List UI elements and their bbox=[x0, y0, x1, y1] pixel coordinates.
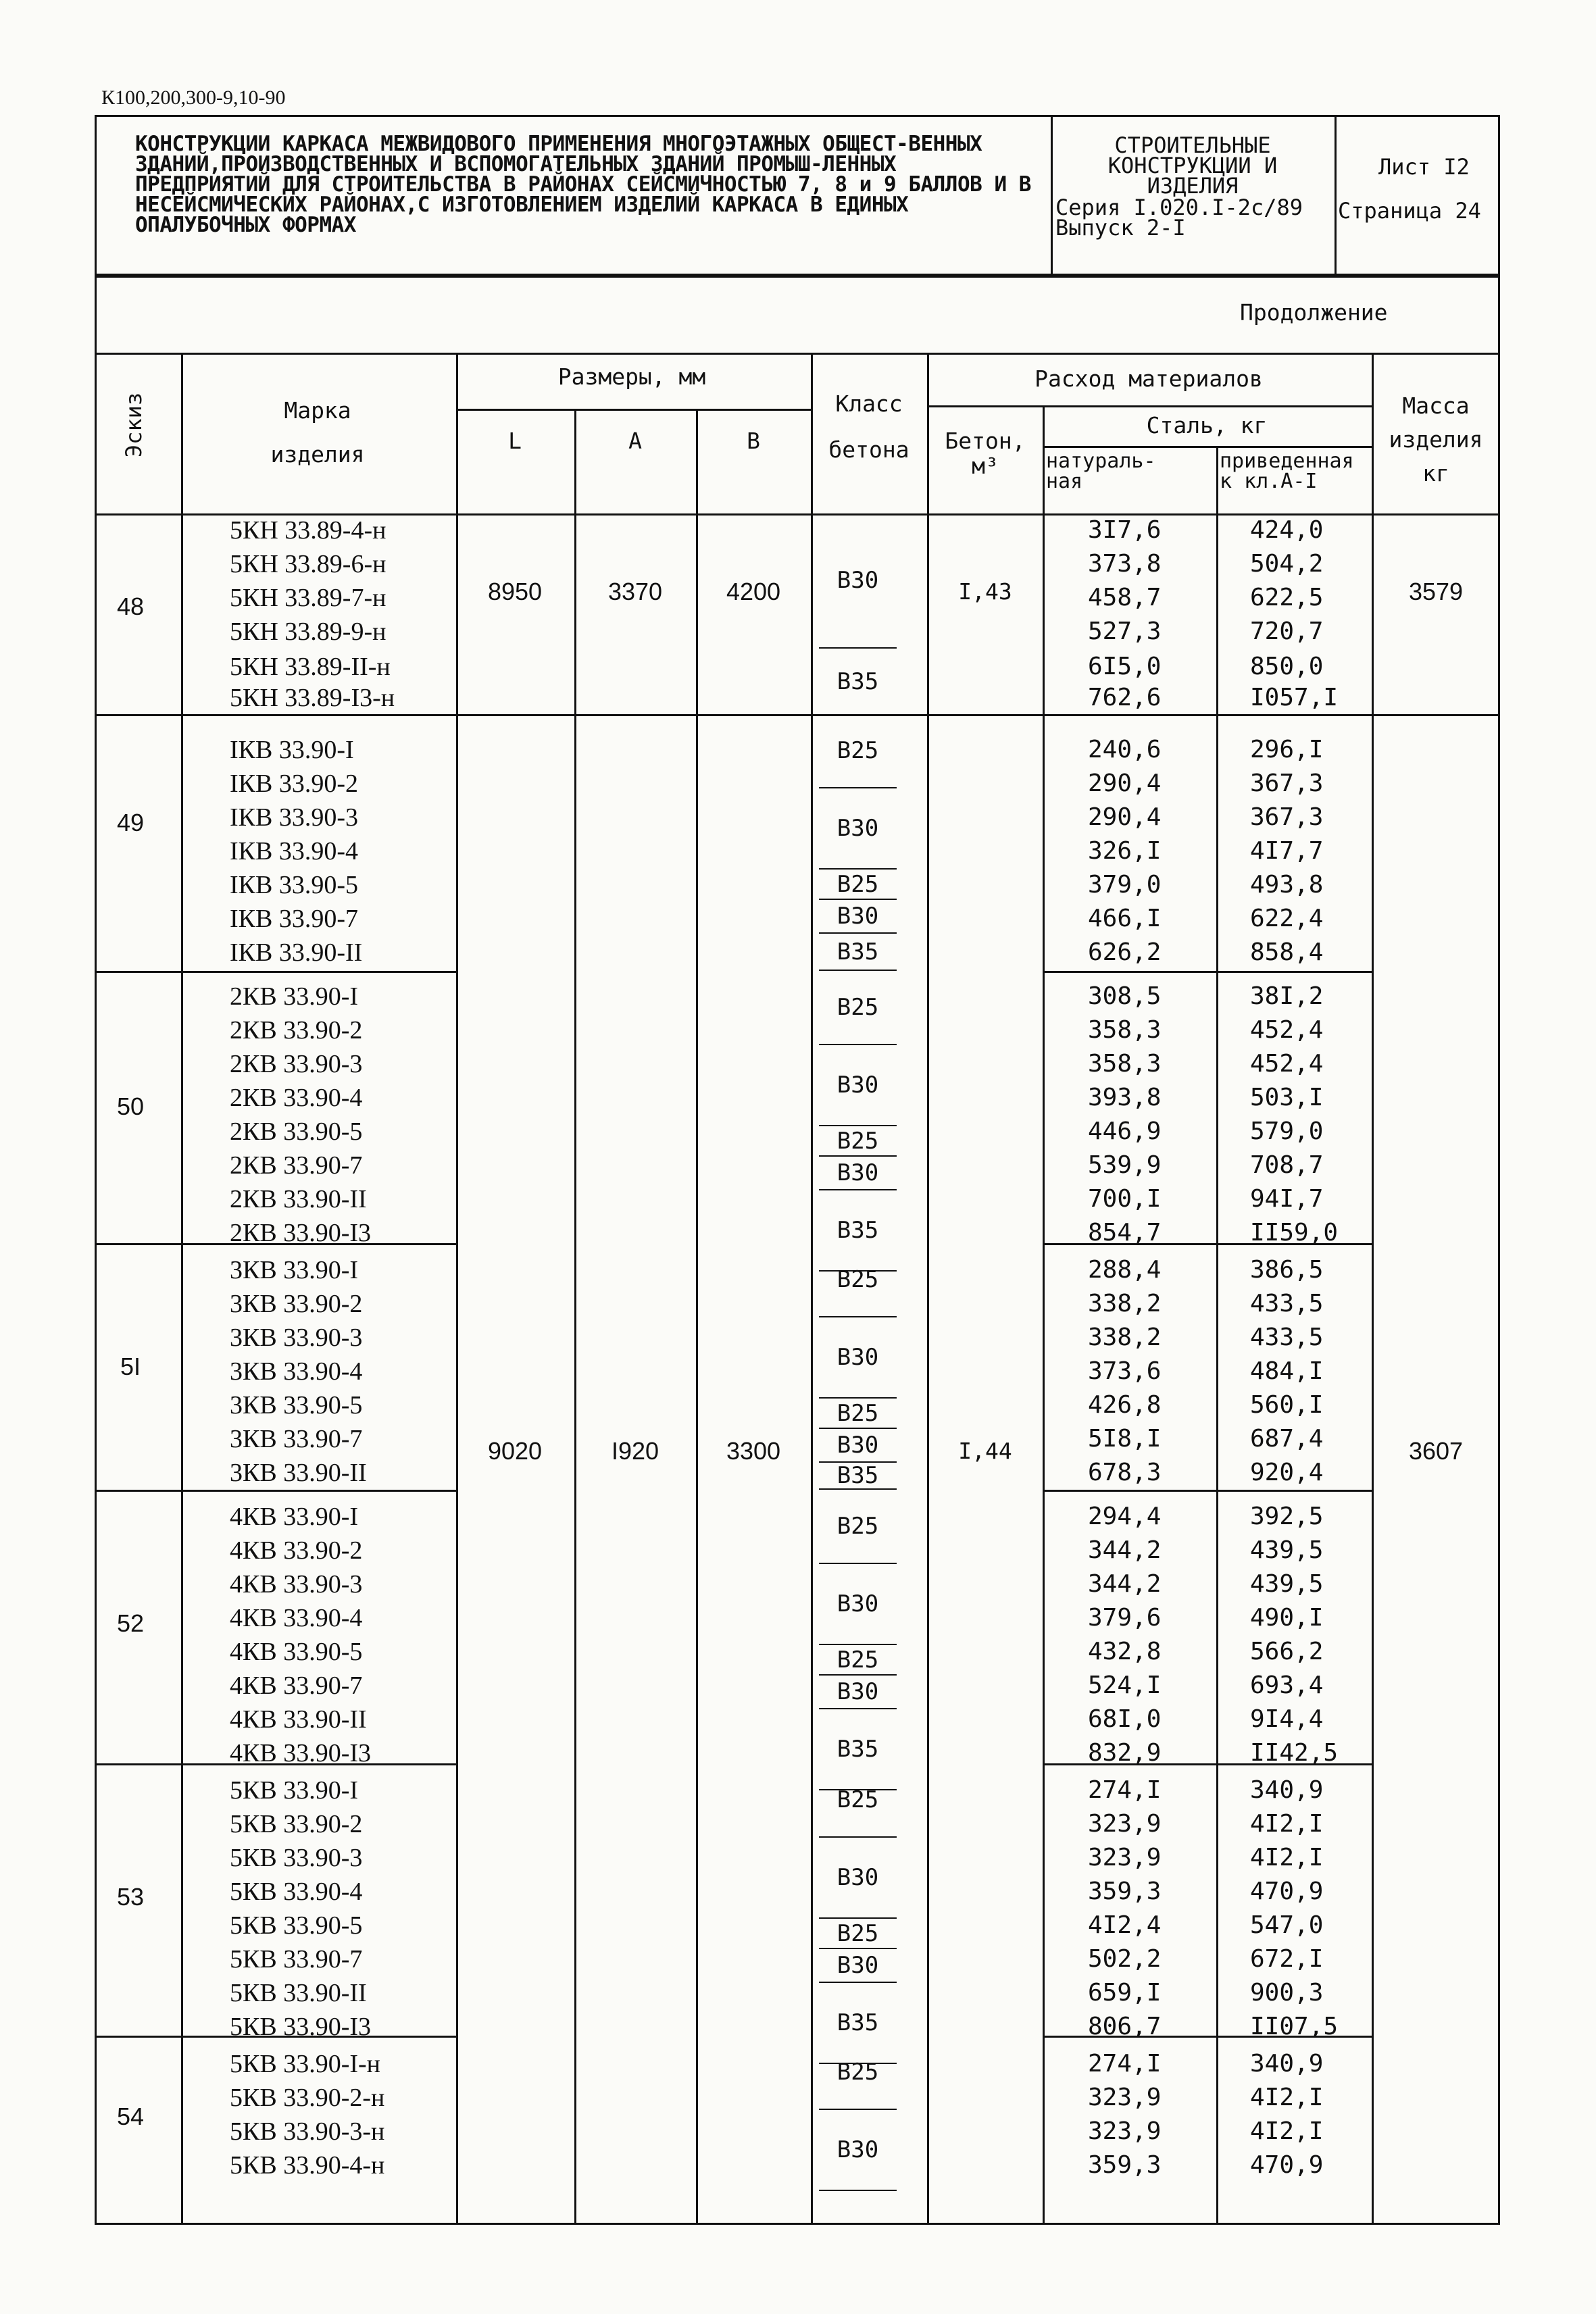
reduced-steel-cell: 622,4 bbox=[1250, 905, 1324, 932]
mark-cell: 5КВ 33.90-3-н bbox=[230, 2117, 385, 2146]
reduced-steel-cell: 386,5 bbox=[1250, 1256, 1324, 1284]
natural-steel-cell: 274,I bbox=[1088, 2050, 1162, 2078]
mark-cell: 5КВ 33.90-5 bbox=[230, 1911, 363, 1940]
mark-cell: 5КВ 33.90-3 bbox=[230, 1844, 363, 1872]
sketch-53: 53 bbox=[116, 1883, 145, 1911]
natural-steel-cell: 373,6 bbox=[1088, 1357, 1162, 1385]
g1-mass: 3579 bbox=[1408, 578, 1464, 605]
reduced-steel-cell: 439,5 bbox=[1250, 1570, 1324, 1598]
natural-header-2: ная bbox=[1046, 470, 1083, 493]
reduced-steel-cell: II42,5 bbox=[1250, 1739, 1339, 1767]
mark-cell: IКВ 33.90-5 bbox=[230, 871, 358, 899]
reduced-steel-cell: 493,8 bbox=[1250, 871, 1324, 899]
natural-steel-cell: 290,4 bbox=[1088, 803, 1162, 831]
mark-cell: IКВ 33.90-4 bbox=[230, 837, 358, 865]
reduced-steel-cell: 687,4 bbox=[1250, 1425, 1324, 1453]
reduced-steel-cell: 504,2 bbox=[1250, 550, 1324, 578]
document-code: К100,200,300-9,10-90 bbox=[101, 86, 286, 109]
natural-steel-cell: 379,6 bbox=[1088, 1604, 1162, 1632]
mark-cell: 5КН 33.89-7-н bbox=[230, 584, 386, 612]
natural-steel-cell: 539,9 bbox=[1088, 1151, 1162, 1179]
natural-steel-cell: 806,7 bbox=[1088, 2013, 1162, 2040]
sketch-52: 52 bbox=[116, 1609, 145, 1637]
continuation-label: Продолжение bbox=[1240, 299, 1388, 326]
reduced-steel-cell: 547,0 bbox=[1250, 1911, 1324, 1939]
natural-steel-cell: 323,9 bbox=[1088, 1844, 1162, 1871]
consumption-header: Расход материалов bbox=[1034, 366, 1263, 392]
natural-steel-cell: 524,I bbox=[1088, 1671, 1162, 1699]
natural-steel-cell: 446,9 bbox=[1088, 1117, 1162, 1145]
mark-cell: 4КВ 33.90-3 bbox=[230, 1570, 363, 1599]
mark-cell: 3КВ 33.90-3 bbox=[230, 1324, 363, 1352]
natural-steel-cell: 290,4 bbox=[1088, 770, 1162, 797]
mass-header-1: Масса bbox=[1402, 393, 1470, 419]
construct-line3: ИЗДЕЛИЯ bbox=[1147, 173, 1239, 199]
concrete-class-cell: В25 bbox=[819, 1126, 897, 1157]
reduced-steel-cell: 424,0 bbox=[1250, 516, 1324, 544]
mark-cell: IКВ 33.90-3 bbox=[230, 803, 358, 832]
natural-steel-cell: 458,7 bbox=[1088, 584, 1162, 611]
concrete-class-cell: В30 bbox=[819, 1949, 897, 1983]
mark-header-2: изделия bbox=[270, 441, 365, 468]
page-number: Страница 24 bbox=[1338, 198, 1481, 224]
concrete-class-cell: В35 bbox=[819, 1463, 897, 1490]
reduced-steel-cell: 708,7 bbox=[1250, 1151, 1324, 1179]
concrete-class-cell: В30 bbox=[819, 2110, 897, 2191]
natural-steel-cell: 762,6 bbox=[1088, 684, 1162, 711]
g1-concrete: I,43 bbox=[958, 578, 1012, 605]
concrete-class-cell: В25 bbox=[819, 971, 897, 1045]
concrete-class-cell: В30 bbox=[819, 1045, 897, 1126]
natural-steel-cell: 373,8 bbox=[1088, 550, 1162, 578]
reduced-steel-cell: 850,0 bbox=[1250, 653, 1324, 680]
natural-steel-cell: 426,8 bbox=[1088, 1391, 1162, 1419]
mark-cell: 2КВ 33.90-3 bbox=[230, 1050, 363, 1078]
natural-steel-cell: 4I2,4 bbox=[1088, 1911, 1162, 1939]
mark-cell: 5КВ 33.90-II bbox=[230, 1979, 367, 2007]
reduced-steel-cell: 693,4 bbox=[1250, 1671, 1324, 1699]
concrete-header-1: Бетон, bbox=[945, 428, 1026, 454]
mark-cell: 5КВ 33.90-7 bbox=[230, 1945, 363, 1973]
mark-header-1: Марка bbox=[284, 397, 351, 424]
natural-steel-cell: 358,3 bbox=[1088, 1016, 1162, 1044]
reduced-steel-cell: 439,5 bbox=[1250, 1536, 1324, 1564]
sketch-49: 49 bbox=[116, 809, 145, 836]
sizes-header: Размеры, мм bbox=[557, 363, 706, 390]
mark-cell: IКВ 33.90-2 bbox=[230, 770, 358, 798]
reduced-steel-cell: 484,I bbox=[1250, 1357, 1324, 1385]
reduced-steel-cell: 858,4 bbox=[1250, 938, 1324, 966]
concrete-class-cell: В25 bbox=[819, 1919, 897, 1949]
class-header-2: бетона bbox=[828, 436, 909, 463]
concrete-class-cell: В30 bbox=[819, 1676, 897, 1709]
natural-steel-cell: 240,6 bbox=[1088, 736, 1162, 763]
mark-cell: 4КВ 33.90-I bbox=[230, 1503, 358, 1531]
reduced-steel-cell: 470,9 bbox=[1250, 2151, 1324, 2179]
mark-cell: 5КВ 33.90-2 bbox=[230, 1810, 363, 1838]
concrete-class-cell: В30 bbox=[819, 788, 897, 870]
natural-steel-cell: 432,8 bbox=[1088, 1638, 1162, 1665]
reduced-steel-cell: 340,9 bbox=[1250, 1776, 1324, 1804]
mark-cell: 5КН 33.89-II-н bbox=[230, 653, 391, 681]
reduced-steel-cell: II07,5 bbox=[1250, 2013, 1339, 2040]
g2-mass: 3607 bbox=[1408, 1437, 1464, 1465]
mark-cell: 5КВ 33.90-4 bbox=[230, 1878, 363, 1906]
natural-header-1: натураль- bbox=[1046, 449, 1156, 473]
concrete-class-cell: В35 bbox=[819, 934, 897, 971]
class-header-1: Класс bbox=[835, 391, 903, 417]
mass-header-3: кг bbox=[1422, 460, 1449, 486]
reduced-header-1: приведенная bbox=[1220, 449, 1354, 473]
mark-cell: 4КВ 33.90-I3 bbox=[230, 1739, 371, 1767]
natural-steel-cell: 678,3 bbox=[1088, 1459, 1162, 1486]
g1-A: 3370 bbox=[607, 578, 663, 605]
concrete-class-cell: В30 bbox=[819, 513, 897, 649]
natural-steel-cell: 3I7,6 bbox=[1088, 516, 1162, 544]
natural-steel-cell: 359,3 bbox=[1088, 1878, 1162, 1905]
sketch-50: 50 bbox=[116, 1092, 145, 1120]
reduced-steel-cell: 900,3 bbox=[1250, 1979, 1324, 2007]
natural-steel-cell: 358,3 bbox=[1088, 1050, 1162, 1078]
natural-steel-cell: 393,8 bbox=[1088, 1084, 1162, 1111]
steel-header: Сталь, кг bbox=[1146, 412, 1268, 438]
reduced-steel-cell: 720,7 bbox=[1250, 618, 1324, 645]
mark-cell: 4КВ 33.90-II bbox=[230, 1705, 367, 1734]
g1-B: 4200 bbox=[726, 578, 781, 605]
natural-steel-cell: 6I5,0 bbox=[1088, 653, 1162, 680]
natural-steel-cell: 326,I bbox=[1088, 837, 1162, 865]
natural-steel-cell: 466,I bbox=[1088, 905, 1162, 932]
mark-cell: 5КН 33.89-4-н bbox=[230, 516, 386, 545]
document-title: КОНСТРУКЦИИ КАРКАСА МЕЖВИДОВОГО ПРИМЕНЕНИЯ МНОГОЭТАЖНЫХ ОБЩЕСТ-ВЕННЫХ ЗДАНИЙ,ПРОИЗВОДСТВЕННЫХ И ВСПОМОГАТЕЛЬНЫХ ЗДАНИЙ ПРОМЫШ-ЛЕННЫХ ПРЕДПРИЯТИЙ ДЛЯ СТРОИТЕЛЬСТВА В РАЙОНАХ СЕЙСМИЧНОСТЬЮ 7, 8 и 9 БАЛЛОВ И В НЕСЕЙСМИЧЕСКИХ РАЙОНАХ,С ИЗГОТОВЛЕНИЕМ ИЗДЕЛИЙ КАРКАСА В ЕДИНЫХ ОПАЛУБОЧНЫХ ФОРМАХ bbox=[135, 132, 1031, 237]
mark-cell: 3КВ 33.90-I bbox=[230, 1256, 358, 1284]
mark-cell: 2КВ 33.90-I bbox=[230, 982, 358, 1011]
concrete-class-cell: В25 bbox=[819, 1490, 897, 1564]
series-label: Серия I.020.I-2с/89 bbox=[1055, 195, 1303, 220]
mark-cell: 4КВ 33.90-7 bbox=[230, 1671, 363, 1700]
reduced-steel-cell: II59,0 bbox=[1250, 1219, 1339, 1247]
concrete-class-cell: В25 bbox=[819, 870, 897, 900]
concrete-class-cell: В30 bbox=[819, 1157, 897, 1190]
reduced-steel-cell: 94I,7 bbox=[1250, 1185, 1324, 1213]
reduced-steel-cell: 433,5 bbox=[1250, 1290, 1324, 1317]
concrete-class-cell: В25 bbox=[819, 1243, 897, 1317]
natural-steel-cell: 700,I bbox=[1088, 1185, 1162, 1213]
mark-cell: IКВ 33.90-7 bbox=[230, 905, 358, 933]
natural-steel-cell: 832,9 bbox=[1088, 1739, 1162, 1767]
reduced-steel-cell: 452,4 bbox=[1250, 1050, 1324, 1078]
concrete-class-cell: В25 bbox=[819, 1399, 897, 1429]
mark-cell: 3КВ 33.90-II bbox=[230, 1459, 367, 1487]
construct-line1: СТРОИТЕЛЬНЫЕ bbox=[1114, 132, 1271, 158]
concrete-class-cell: В35 bbox=[819, 649, 897, 716]
mark-cell: 2КВ 33.90-I3 bbox=[230, 1219, 371, 1247]
concrete-class-cell: В35 bbox=[819, 1983, 897, 2064]
mark-cell: 4КВ 33.90-2 bbox=[230, 1536, 363, 1565]
concrete-class-cell: В30 bbox=[819, 1317, 897, 1399]
a-header: A bbox=[628, 428, 642, 454]
natural-steel-cell: 626,2 bbox=[1088, 938, 1162, 966]
reduced-steel-cell: 9I4,4 bbox=[1250, 1705, 1324, 1733]
reduced-steel-cell: 920,4 bbox=[1250, 1459, 1324, 1486]
mark-cell: 2КВ 33.90-5 bbox=[230, 1117, 363, 1146]
natural-steel-cell: 854,7 bbox=[1088, 1219, 1162, 1247]
reduced-steel-cell: 433,5 bbox=[1250, 1324, 1324, 1351]
mark-cell: 4КВ 33.90-4 bbox=[230, 1604, 363, 1632]
mark-cell: 2КВ 33.90-II bbox=[230, 1185, 367, 1213]
mark-cell: 5КВ 33.90-I bbox=[230, 1776, 358, 1805]
mark-cell: 3КВ 33.90-2 bbox=[230, 1290, 363, 1318]
concrete-class-cell: В25 bbox=[819, 1645, 897, 1676]
g1-L: 8950 bbox=[487, 578, 543, 605]
natural-steel-cell: 323,9 bbox=[1088, 2084, 1162, 2111]
mark-cell: 3КВ 33.90-5 bbox=[230, 1391, 363, 1419]
l-header: L bbox=[508, 428, 522, 454]
mark-cell: 5КВ 33.90-I3 bbox=[230, 2013, 371, 2041]
natural-steel-cell: 338,2 bbox=[1088, 1290, 1162, 1317]
reduced-steel-cell: 296,I bbox=[1250, 736, 1324, 763]
reduced-header-2: к кл.А-I bbox=[1220, 470, 1318, 493]
natural-steel-cell: 5I8,I bbox=[1088, 1425, 1162, 1453]
reduced-steel-cell: 503,I bbox=[1250, 1084, 1324, 1111]
g2-B: 3300 bbox=[726, 1437, 781, 1465]
concrete-class-cell: В35 bbox=[819, 1709, 897, 1790]
natural-steel-cell: 68I,0 bbox=[1088, 1705, 1162, 1733]
reduced-steel-cell: 38I,2 bbox=[1250, 982, 1324, 1010]
reduced-steel-cell: I057,I bbox=[1250, 684, 1339, 711]
construct-line2: КОНСТРУКЦИИ И bbox=[1107, 153, 1278, 178]
mark-cell: 3КВ 33.90-7 bbox=[230, 1425, 363, 1453]
mark-cell: 2КВ 33.90-4 bbox=[230, 1084, 363, 1112]
reduced-steel-cell: 4I2,I bbox=[1250, 1844, 1324, 1871]
natural-steel-cell: 344,2 bbox=[1088, 1570, 1162, 1598]
concrete-class-cell: В30 bbox=[819, 1564, 897, 1645]
natural-steel-cell: 288,4 bbox=[1088, 1256, 1162, 1284]
concrete-class-cell: В25 bbox=[819, 2036, 897, 2110]
natural-steel-cell: 659,I bbox=[1088, 1979, 1162, 2007]
reduced-steel-cell: 672,I bbox=[1250, 1945, 1324, 1973]
sheet-number: Лист I2 bbox=[1378, 154, 1470, 180]
reduced-steel-cell: 367,3 bbox=[1250, 803, 1324, 831]
reduced-steel-cell: 566,2 bbox=[1250, 1638, 1324, 1665]
natural-steel-cell: 274,I bbox=[1088, 1776, 1162, 1804]
mark-cell: 5КВ 33.90-4-н bbox=[230, 2151, 385, 2180]
reduced-steel-cell: 4I2,I bbox=[1250, 1810, 1324, 1838]
sketch-48: 48 bbox=[116, 593, 145, 620]
natural-steel-cell: 379,0 bbox=[1088, 871, 1162, 899]
mark-cell: 5КВ 33.90-2-н bbox=[230, 2084, 385, 2112]
natural-steel-cell: 359,3 bbox=[1088, 2151, 1162, 2179]
concrete-class-cell: В30 bbox=[819, 1838, 897, 1919]
mark-cell: 5КН 33.89-I3-н bbox=[230, 684, 395, 712]
concrete-class-cell: В25 bbox=[819, 714, 897, 788]
sketch-header: Эскиз bbox=[121, 392, 147, 458]
natural-steel-cell: 308,5 bbox=[1088, 982, 1162, 1010]
issue-label: Выпуск 2-I bbox=[1055, 215, 1186, 241]
concrete-class-cell: В30 bbox=[819, 1429, 897, 1463]
sketch-54: 54 bbox=[116, 2103, 145, 2130]
reduced-steel-cell: 622,5 bbox=[1250, 584, 1324, 611]
reduced-steel-cell: 367,3 bbox=[1250, 770, 1324, 797]
natural-steel-cell: 323,9 bbox=[1088, 1810, 1162, 1838]
natural-steel-cell: 502,2 bbox=[1088, 1945, 1162, 1973]
concrete-header-2: м³ bbox=[972, 453, 999, 479]
mark-cell: 5КН 33.89-6-н bbox=[230, 550, 386, 578]
mass-header-2: изделия bbox=[1389, 426, 1483, 453]
natural-steel-cell: 344,2 bbox=[1088, 1536, 1162, 1564]
g2-concrete: I,44 bbox=[958, 1438, 1012, 1464]
mark-cell: 5КВ 33.90-I-н bbox=[230, 2050, 380, 2078]
concrete-class-cell: В30 bbox=[819, 900, 897, 934]
reduced-steel-cell: 340,9 bbox=[1250, 2050, 1324, 2078]
natural-steel-cell: 323,9 bbox=[1088, 2117, 1162, 2145]
reduced-steel-cell: 4I7,7 bbox=[1250, 837, 1324, 865]
sketch-51: 5I bbox=[120, 1353, 141, 1380]
mark-cell: 3КВ 33.90-4 bbox=[230, 1357, 363, 1386]
reduced-steel-cell: 392,5 bbox=[1250, 1503, 1324, 1530]
reduced-steel-cell: 579,0 bbox=[1250, 1117, 1324, 1145]
mark-cell: 5КН 33.89-9-н bbox=[230, 618, 386, 646]
g2-A: I920 bbox=[611, 1437, 659, 1465]
g2-L: 9020 bbox=[487, 1437, 543, 1465]
mark-cell: 4КВ 33.90-5 bbox=[230, 1638, 363, 1666]
reduced-steel-cell: 452,4 bbox=[1250, 1016, 1324, 1044]
reduced-steel-cell: 4I2,I bbox=[1250, 2084, 1324, 2111]
natural-steel-cell: 338,2 bbox=[1088, 1324, 1162, 1351]
mark-cell: IКВ 33.90-I bbox=[230, 736, 354, 764]
reduced-steel-cell: 470,9 bbox=[1250, 1878, 1324, 1905]
b-header: B bbox=[747, 428, 760, 454]
natural-steel-cell: 527,3 bbox=[1088, 618, 1162, 645]
mark-cell: 2КВ 33.90-2 bbox=[230, 1016, 363, 1045]
concrete-class-cell: В35 bbox=[819, 1190, 897, 1272]
mark-cell: 2КВ 33.90-7 bbox=[230, 1151, 363, 1180]
reduced-steel-cell: 560,I bbox=[1250, 1391, 1324, 1419]
reduced-steel-cell: 4I2,I bbox=[1250, 2117, 1324, 2145]
reduced-steel-cell: 490,I bbox=[1250, 1604, 1324, 1632]
concrete-class-cell: В25 bbox=[819, 1763, 897, 1838]
natural-steel-cell: 294,4 bbox=[1088, 1503, 1162, 1530]
mark-cell: IКВ 33.90-II bbox=[230, 938, 363, 967]
